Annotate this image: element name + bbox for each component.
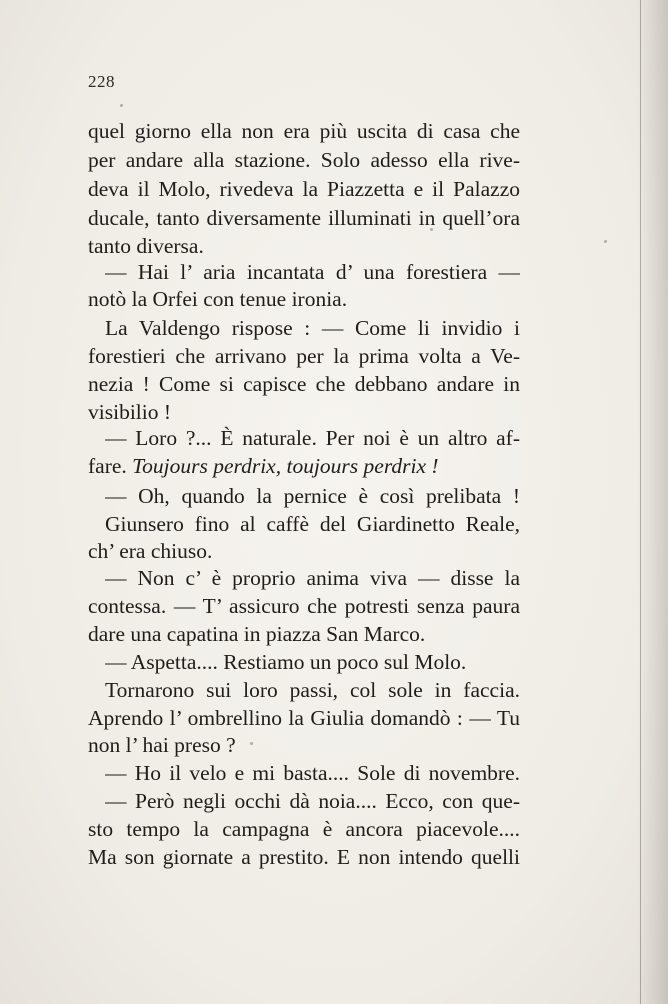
text-line: forestieri che arrivano per la prima volta a Ve- <box>88 344 520 368</box>
text-line: deva il Molo, rivedeva la Piazzetta e il Palazzo <box>88 177 520 201</box>
text-line: La Valdengo rispose : — Come li invidio i <box>105 316 520 340</box>
text-line: ducale, tanto diversamente illuminati in quell’ora <box>88 206 520 230</box>
text-line: — Oh, quando la pernice è così prelibata ! <box>105 484 520 508</box>
page-number: 228 <box>88 72 115 91</box>
italic-phrase: Toujours perdrix, toujours perdrix ! <box>132 454 439 478</box>
text-line: Ma son giornate a prestito. E non intendo quelli <box>88 845 520 869</box>
text-line: non l’ hai preso ? <box>88 733 236 757</box>
text-line: — Però negli occhi dà noia.... Ecco, con que- <box>105 789 520 813</box>
text-line: notò la Orfei con tenue ironia. <box>88 287 348 311</box>
text-line <box>88 452 520 480</box>
text-line: Giunsero fino al caffè del Giardinetto Reale, <box>105 512 520 536</box>
text-line: — Aspetta.... Restiamo un poco sul Molo. <box>105 650 467 674</box>
text-line: Aprendo l’ ombrellino la Giulia domandò : — Tu <box>88 706 520 730</box>
text-line: — Loro ?... È naturale. Per noi è un altro af- <box>105 426 520 450</box>
text-line: tanto diversa. <box>88 234 204 258</box>
text-line: dare una capatina in piazza San Marco. <box>88 622 426 646</box>
text-line: — Ho il velo e mi basta.... Sole di novembre. <box>105 761 520 785</box>
text-line-start: fare. <box>88 454 127 478</box>
text-line: ch’ era chiuso. <box>88 539 213 563</box>
text-line: quel giorno ella non era più uscita di casa che <box>88 119 520 143</box>
text-line: — Non c’ è proprio anima viva — disse la <box>105 566 520 590</box>
text-line: visibilio ! <box>88 400 172 424</box>
text-line: per andare alla stazione. Solo adesso ella rive- <box>88 148 520 172</box>
text-line: — Hai l’ aria incantata d’ una forestiera — <box>105 260 520 284</box>
text-line: sto tempo la campagna è ancora piacevole.... <box>88 817 520 841</box>
text-line: Tornarono sui loro passi, col sole in faccia. <box>105 678 520 702</box>
text-line: contessa. — T’ assicuro che potresti senza paura <box>88 594 520 618</box>
text-line: nezia ! Come si capisce che debbano andare in <box>88 372 520 396</box>
